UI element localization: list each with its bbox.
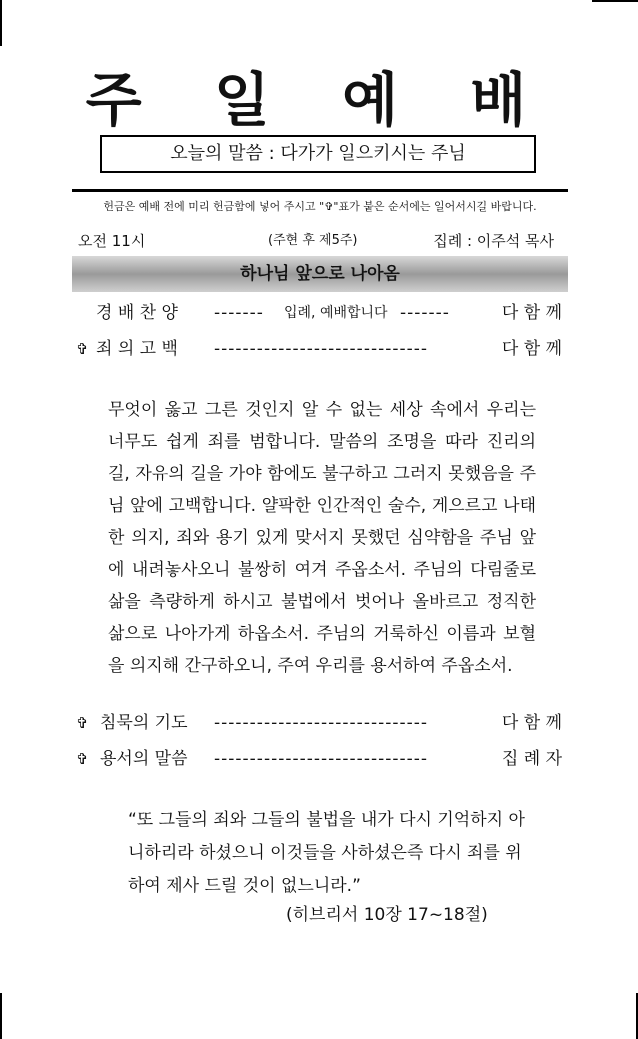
officiant: 집례 : 이주석 목사 (433, 232, 554, 250)
cross-icon: ✞ (76, 714, 89, 732)
section-heading: 하나님 앞으로 나아옴 (72, 256, 568, 292)
order-item-confession (72, 334, 568, 364)
service-time: 오전 11시 (78, 232, 146, 250)
order-item-name: 경 배 찬 양 (96, 303, 178, 323)
order-item-praise (72, 298, 568, 328)
scripture-quote: “또 그들의 죄와 그들의 불법을 내가 다시 기억하지 아니하리라 하셨으니 이것들을 사하셨은즉 다시 죄를 위하여 제사 드릴 것이 없느니라.” (128, 810, 525, 896)
order-dashes: ------- (214, 303, 264, 323)
order-item-silent-prayer (72, 708, 568, 738)
service-info-row (78, 230, 558, 252)
order-dashes: ------------------------------ (214, 339, 429, 359)
order-item-who: 다 함 께 (501, 303, 562, 323)
cross-icon: ✞ (76, 750, 89, 768)
offering-notice: 헌금은 예배 전에 미리 헌금함에 넣어 주시고 "✞"표가 붙은 순서에는 일어서시길 바랍니다. (103, 200, 537, 213)
order-dashes: ------- (400, 303, 450, 323)
crop-mark-top-right (592, 0, 638, 2)
order-dashes: ------------------------------ (214, 713, 429, 733)
order-item-name: 침묵의 기도 (100, 713, 188, 733)
divider (72, 189, 568, 192)
crop-mark-bottom-left (0, 993, 2, 1039)
sermon-title-box: 오늘의 말씀 : 다가가 일으키시는 주님 (100, 135, 536, 173)
confession-prayer: 무엇이 옳고 그른 것인지 알 수 없는 세상 속에서 우리는 너무도 쉽게 죄를 범합니다. 말씀의 조명을 따라 진리의 길, 자유의 길을 가야 함에도 불구하고 그러지 못했음을 주님 앞에 고백합니다. 얄팍한 인간적인 술수, 게으르고 나태한 의지, 죄와 용기 있게 맞서지 못했던 심약함을 주님 앞에 내려놓사오니 불쌍히 여겨 주옵소서. 주님의 다림줄로 삶을 측량하게 하시고 불법에서 벗어나 올바르고 정직한 삶으로 나아가게 하옵소서. 주님의 거룩하신 이름과 보혈을 의지해 간구하오니, 주여 우리를 용서하여 주옵소서. (108, 400, 536, 676)
order-item-who: 집 례 자 (501, 749, 562, 769)
cross-icon: ✞ (76, 340, 89, 358)
liturgical-week: (주현 후 제5주) (268, 233, 358, 248)
crop-mark-top-left (0, 0, 2, 46)
order-item-note: 입례, 예배합니다 (284, 305, 388, 321)
order-item-absolution (72, 744, 568, 774)
page-title: 주 일 예 배 (85, 66, 553, 134)
order-item-name: 죄 의 고 백 (96, 339, 178, 359)
order-item-who: 다 함 께 (501, 713, 562, 733)
scripture-reference: (히브리서 10장 17~18절) (286, 905, 488, 925)
order-item-name: 용서의 말씀 (100, 749, 188, 769)
order-dashes: ------------------------------ (214, 749, 429, 769)
order-item-who: 다 함 께 (501, 339, 562, 359)
